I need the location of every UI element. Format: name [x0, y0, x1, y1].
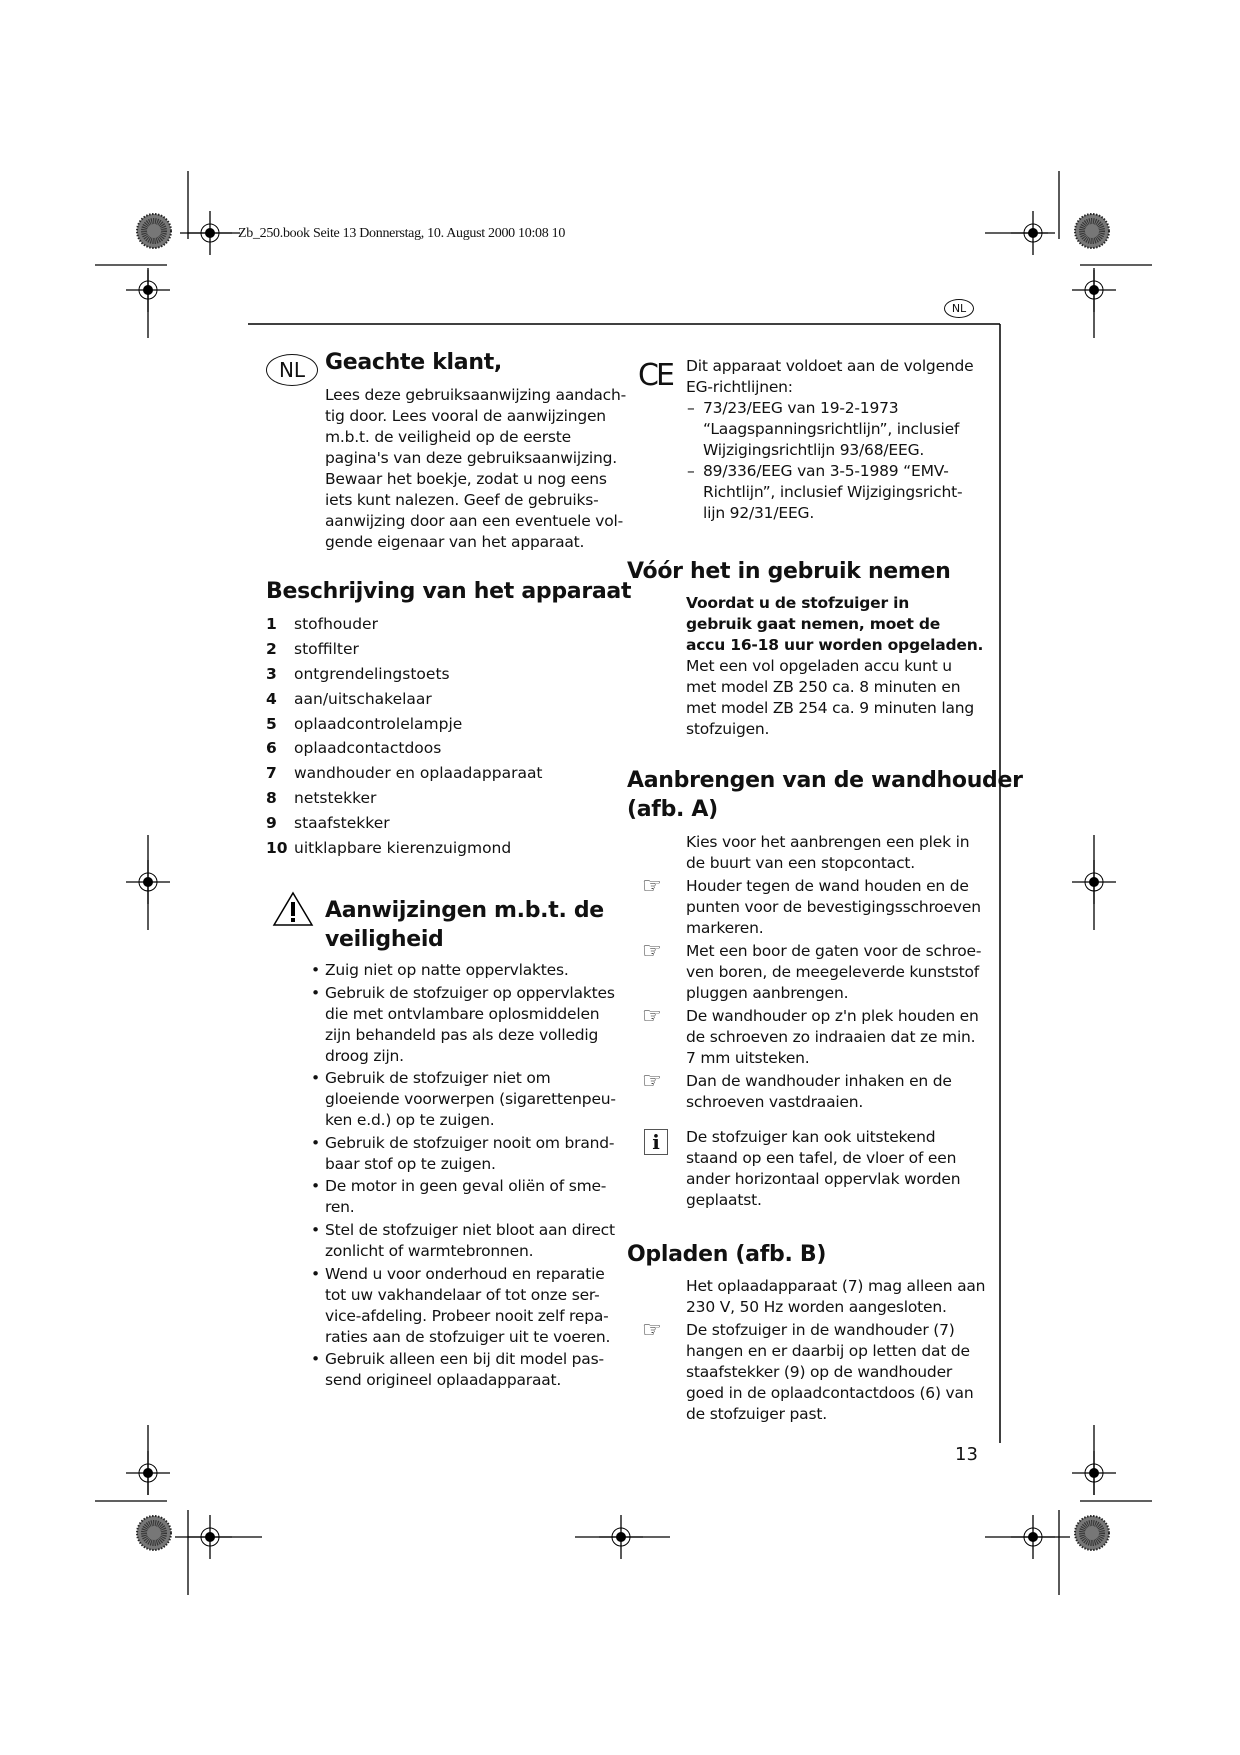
- text-line: Gebruik de stofzuiger niet om: [325, 1069, 551, 1088]
- mounting-text: [642, 832, 986, 1213]
- instruction-step: [642, 1004, 986, 1069]
- pointing-hand-icon: ☞: [642, 939, 662, 964]
- item-label: netstekker: [294, 789, 377, 808]
- text-line: ander horizontaal oppervlak worden: [686, 1170, 961, 1188]
- text-line: zijn behandeld pas als deze volledig: [325, 1025, 599, 1044]
- bullet-icon: •: [311, 983, 320, 1002]
- item-number: 8: [266, 789, 277, 808]
- text-line: Wend u voor onderhoud en reparatie: [325, 1264, 605, 1283]
- text-line: iets kunt nalezen. Geef de gebruiks-: [325, 491, 599, 509]
- bullet-item: [311, 1068, 625, 1131]
- list-item: [266, 811, 543, 836]
- text-line: gende eigenaar van het apparaat.: [325, 533, 585, 551]
- text-line: Dit apparaat voldoet aan de volgende: [686, 357, 974, 375]
- page-number: 13: [955, 1444, 978, 1465]
- item-number: 1: [266, 615, 277, 633]
- text-line: de buurt van een stopcontact.: [686, 854, 916, 872]
- list-item: [266, 637, 543, 662]
- item-number: 3: [266, 664, 277, 683]
- bold-line: gebruik gaat nemen, moet de: [686, 615, 941, 633]
- directive-item: [687, 461, 986, 524]
- text-line: pagina's van deze gebruiksaanwijzing.: [325, 449, 617, 467]
- instruction-step: [642, 1318, 986, 1425]
- item-number: 2: [266, 639, 277, 658]
- bullet-item: [311, 1176, 625, 1218]
- text-line: zonlicht of warmtebronnen.: [325, 1241, 534, 1260]
- title-line: Aanwijzingen m.b.t. de: [325, 898, 604, 923]
- text-line: de stofzuiger past.: [686, 1405, 827, 1423]
- dash-icon: –: [687, 399, 695, 417]
- item-label: oplaadcontactdoos: [294, 739, 442, 758]
- text-line: Gebruik de stofzuiger nooit om brand-: [325, 1133, 615, 1152]
- text-line: raties aan de stofzuiger uit te voeren.: [325, 1327, 611, 1346]
- title-line: Aanbrengen van de wandhouder: [627, 768, 1023, 793]
- bold-line: accu 16-18 uur worden opgeladen.: [686, 636, 984, 654]
- bullet-icon: •: [311, 1220, 320, 1239]
- charging-title: Opladen (afb. B): [627, 1242, 827, 1267]
- list-item: [266, 786, 543, 811]
- list-item: [266, 761, 543, 786]
- text-line: Bewaar het boekje, zodat u nog eens: [325, 470, 607, 488]
- bullet-icon: •: [311, 1177, 320, 1196]
- list-item: [266, 687, 543, 712]
- item-label: ontgrendelingstoets: [294, 664, 450, 683]
- text-line: droog zijn.: [325, 1046, 404, 1065]
- text-line: aanwijzing door aan een eventuele vol-: [325, 512, 624, 530]
- item-label: oplaadcontrolelampje: [294, 714, 463, 733]
- text-line: pluggen aanbrengen.: [686, 984, 849, 1002]
- text-line: staafstekker (9) op de wandhouder: [686, 1363, 953, 1381]
- text-line: Lees deze gebruiksaanwijzing aandach-: [325, 386, 627, 404]
- pointing-hand-icon: ☞: [642, 1004, 662, 1029]
- pointing-hand-icon: ☞: [642, 874, 662, 899]
- before-use-text: [686, 593, 983, 740]
- text-line: De stofzuiger in de wandhouder (7): [686, 1321, 955, 1339]
- text-line: 7 mm uitsteken.: [686, 1049, 810, 1067]
- item-number: 9: [266, 814, 277, 833]
- mounting-title: [627, 766, 1023, 824]
- item-label: staafstekker: [294, 814, 390, 833]
- item-number: 7: [266, 764, 277, 783]
- parts-list: [266, 612, 543, 861]
- list-item: [266, 612, 543, 637]
- instruction-step: [642, 1069, 986, 1113]
- item-label: aan/uitschakelaar: [294, 689, 432, 708]
- item-number: 10: [266, 839, 288, 858]
- text-line: tig door. Lees vooral de aanwijzingen: [325, 407, 606, 425]
- bullet-item: [311, 960, 625, 981]
- text-line: goed in de oplaadcontactdoos (6) van: [686, 1384, 974, 1402]
- list-item: [266, 662, 543, 687]
- pointing-hand-icon: ☞: [642, 1069, 662, 1094]
- item-label: stofhouder: [294, 615, 378, 633]
- bullet-icon: •: [311, 1133, 320, 1152]
- bold-line: Voordat u de stofzuiger in: [686, 594, 910, 612]
- bullet-item: [311, 1220, 625, 1262]
- text-line: Richtlijn”, inclusief Wijzigingsricht-: [703, 483, 963, 501]
- text-line: ren.: [325, 1198, 355, 1217]
- text-line: EG-richtlijnen:: [686, 378, 793, 396]
- text-line: vice-afdeling. Probeer nooit zelf repa-: [325, 1306, 609, 1325]
- text-line: markeren.: [686, 919, 764, 937]
- title-line: (afb. A): [627, 797, 718, 822]
- info-note: [652, 1127, 986, 1211]
- title-line: veiligheid: [325, 927, 444, 952]
- text-line: send origineel oplaadapparaat.: [325, 1371, 562, 1390]
- instruction-step: [642, 874, 986, 939]
- text-line: De motor in geen geval oliën of sme-: [325, 1177, 607, 1196]
- text-line: Gebruik alleen een bij dit model pas-: [325, 1350, 604, 1369]
- text-line: hangen en er daarbij op letten dat de: [686, 1342, 970, 1360]
- text-line: tot uw vakhandelaar of tot onze ser-: [325, 1285, 600, 1304]
- intro-text: [325, 385, 626, 553]
- text-line: Houder tegen de wand houden en de: [686, 877, 969, 895]
- text-line: “Laagspanningsrichtlijn”, inclusief: [703, 420, 960, 438]
- text-line: m.b.t. de veiligheid op de eerste: [325, 428, 572, 446]
- item-number: 5: [266, 714, 277, 733]
- text-line: met model ZB 250 ca. 8 minuten en: [686, 678, 961, 696]
- nl-badge: NL: [266, 354, 318, 386]
- text-line: staand op een tafel, de vloer of een: [686, 1149, 957, 1167]
- bullet-icon: •: [311, 1264, 320, 1283]
- text-line: ven boren, de meegeleverde kunststof: [686, 963, 980, 981]
- pointing-hand-icon: ☞: [642, 1318, 662, 1343]
- intro-title: Geachte klant,: [325, 350, 502, 375]
- item-label: wandhouder en oplaadapparaat: [294, 764, 543, 783]
- bullet-item: [311, 983, 625, 1067]
- text-line: Kies voor het aanbrengen een plek in: [686, 833, 970, 851]
- info-icon: i: [644, 1129, 668, 1155]
- text-line: Gebruik de stofzuiger op oppervlaktes: [325, 983, 615, 1002]
- directive-item: [687, 398, 986, 461]
- text-line: gloeiende voorwerpen (sigarettenpeu-: [325, 1090, 616, 1109]
- language-tab-badge: NL: [944, 299, 974, 318]
- item-label: uitklapbare kierenzuigmond: [294, 839, 512, 858]
- ce-mark-icon: CE: [638, 358, 672, 393]
- description-title: Beschrijving van het apparaat: [266, 579, 632, 604]
- text-line: Wijzigingsrichtlijn 93/68/EEG.: [703, 441, 925, 459]
- item-label: stoffilter: [294, 639, 359, 658]
- text-line: Stel de stofzuiger niet bloot aan direct: [325, 1220, 615, 1239]
- text-line: geplaatst.: [686, 1191, 762, 1209]
- bullet-icon: •: [311, 1069, 320, 1088]
- text-line: 230 V, 50 Hz worden aangesloten.: [686, 1298, 947, 1316]
- item-number: 4: [266, 689, 277, 708]
- item-number: 6: [266, 739, 277, 758]
- print-header: Zb_250.book Seite 13 Donnerstag, 10. August 2000 10:08 10: [238, 226, 566, 241]
- text-line: De wandhouder op z'n plek houden en: [686, 1007, 979, 1025]
- text-line: Zuig niet op natte oppervlaktes.: [325, 961, 569, 979]
- text-line: Met een boor de gaten voor de schroe-: [686, 942, 982, 960]
- text-line: schroeven vastdraaien.: [686, 1093, 864, 1111]
- bullet-icon: •: [311, 1350, 320, 1369]
- list-item: [266, 836, 543, 861]
- text-line: lijn 92/31/EEG.: [703, 504, 815, 522]
- bullet-item: [311, 1133, 625, 1175]
- safety-title: [325, 896, 604, 954]
- ce-text: [686, 356, 986, 524]
- list-item: [266, 736, 543, 761]
- text-line: baar stof op te zuigen.: [325, 1154, 496, 1173]
- bullet-item: [311, 1264, 625, 1348]
- text-line: stofzuigen.: [686, 720, 770, 738]
- text-line: de schroeven zo indraaien dat ze min.: [686, 1028, 976, 1046]
- bullet-icon: •: [311, 961, 320, 979]
- safety-bullets: [311, 960, 625, 1393]
- text-line: Het oplaadapparaat (7) mag alleen aan: [686, 1277, 986, 1295]
- text-line: die met ontvlambare oplosmiddelen: [325, 1004, 600, 1023]
- text-line: Met een vol opgeladen accu kunt u: [686, 657, 952, 675]
- instruction-step: [642, 939, 986, 1004]
- text-line: De stofzuiger kan ook uitstekend: [686, 1128, 936, 1146]
- dash-icon: –: [687, 462, 695, 480]
- text-line: Dan de wandhouder inhaken en de: [686, 1072, 952, 1090]
- text-line: punten voor de bevestigingsschroeven: [686, 898, 981, 916]
- bullet-item: [311, 1349, 625, 1391]
- list-item: [266, 712, 543, 737]
- before-use-title: Vóór het in gebruik nemen: [627, 559, 951, 584]
- charging-text: [642, 1276, 986, 1427]
- warning-icon: [272, 891, 314, 927]
- text-line: 89/336/EEG van 3-5-1989 “EMV-: [703, 462, 949, 480]
- text-line: 73/23/EEG van 19-2-1973: [703, 399, 899, 417]
- text-line: met model ZB 254 ca. 9 minuten lang: [686, 699, 975, 717]
- text-line: ken e.d.) op te zuigen.: [325, 1111, 495, 1130]
